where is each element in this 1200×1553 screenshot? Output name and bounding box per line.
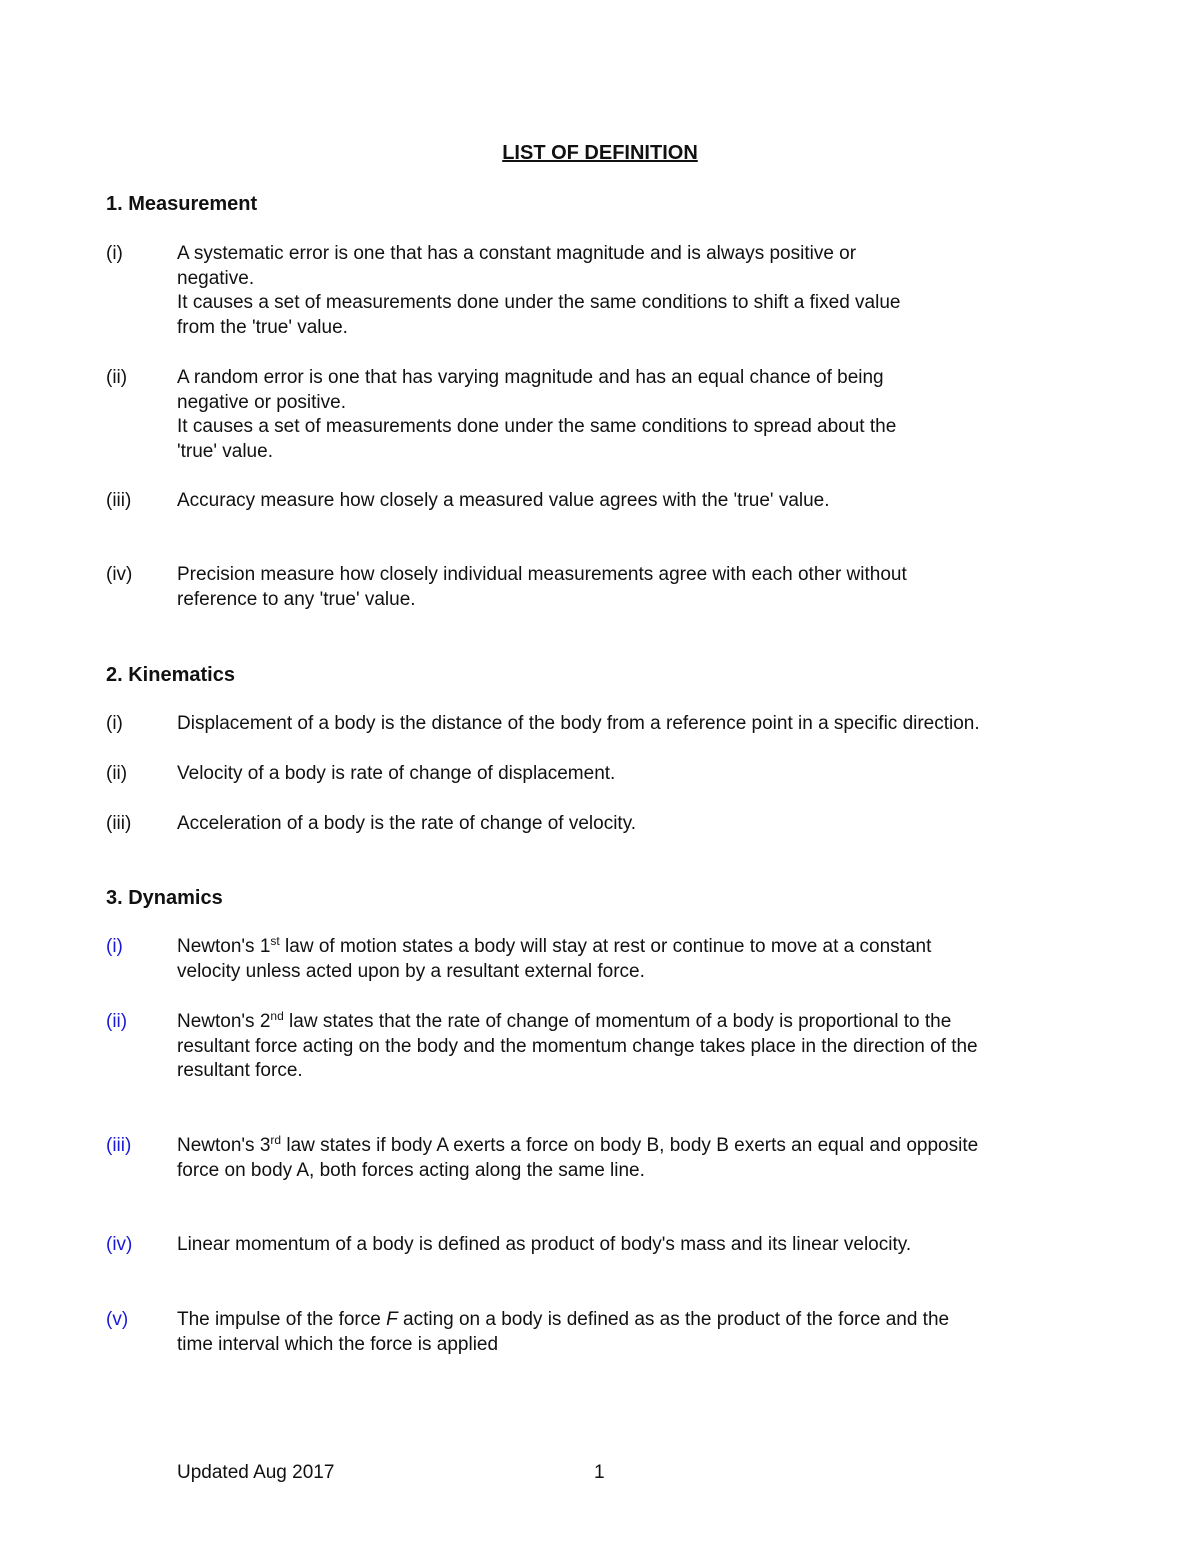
line-text: Newton's 1 xyxy=(177,936,271,957)
force-symbol: F xyxy=(386,1309,398,1330)
definition-line: Accuracy measure how closely a measured value agrees with the 'true' value. xyxy=(177,490,830,511)
line-text: acting on a body is defined as as the product of the force and the xyxy=(397,1309,950,1330)
definition-line: resultant force. xyxy=(177,1060,303,1081)
definition-text xyxy=(177,812,1107,837)
definition-line: Acceleration of a body is the rate of change of velocity. xyxy=(177,813,637,834)
definition-text xyxy=(177,935,1107,984)
definition-line: Velocity of a body is rate of change of displacement. xyxy=(177,763,616,784)
line-text: Newton's 2 xyxy=(177,1011,271,1032)
definition-text xyxy=(177,712,1107,737)
definition-line: velocity unless acted upon by a resultant external force. xyxy=(177,960,645,982)
line-text: law states if body A exerts a force on body B, body B exerts an equal and opposite xyxy=(281,1135,979,1156)
definition-text xyxy=(177,366,1107,464)
definition-text xyxy=(177,1308,1107,1357)
definition-text xyxy=(177,242,1107,340)
definition-line: A random error is one that has varying magnitude and has an equal chance of being xyxy=(177,367,884,388)
item-number: (ii) xyxy=(106,367,128,388)
definition-line: A systematic error is one that has a constant magnitude and is always positive or xyxy=(177,243,857,264)
footer-updated: Updated Aug 2017 xyxy=(177,1462,335,1483)
item-number: (ii) xyxy=(106,763,128,784)
definition-text xyxy=(177,1134,1107,1183)
definition-line xyxy=(177,1010,1107,1035)
definition-text xyxy=(177,1233,1107,1258)
definition-line: time interval which the force is applied xyxy=(177,1333,499,1355)
definition-text xyxy=(177,1010,1107,1084)
page-title: LIST OF DEFINITION xyxy=(502,142,698,164)
section-heading-kinematics: 2. Kinematics xyxy=(106,664,235,686)
definition-text xyxy=(177,762,1107,787)
definition-line: Linear momentum of a body is defined as product of body's mass and its linear velocity. xyxy=(177,1234,912,1255)
section-heading-measurement: 1. Measurement xyxy=(106,193,258,215)
line-text: law of motion states a body will stay at rest or continue to move at a constant xyxy=(279,936,932,957)
item-number: (iv) xyxy=(106,1234,133,1255)
definition-line: Displacement of a body is the distance of the body from a reference point in a specific direction. xyxy=(177,713,980,734)
line-text: Newton's 3 xyxy=(177,1135,271,1156)
ordinal-suffix: st xyxy=(270,934,280,948)
definition-line: Precision measure how closely individual measurements agree with each other without xyxy=(177,564,907,585)
page-number: 1 xyxy=(594,1462,605,1483)
definition-line: It causes a set of measurements done under the same conditions to spread about the xyxy=(177,416,897,437)
definition-line: reference to any 'true' value. xyxy=(177,588,416,610)
item-number: (i) xyxy=(106,243,123,264)
ordinal-suffix: nd xyxy=(270,1009,284,1023)
definition-line: negative or positive. xyxy=(177,391,346,413)
definition-line: force on body A, both forces acting along the same line. xyxy=(177,1159,645,1181)
item-number: (iii) xyxy=(106,490,132,511)
definition-line xyxy=(177,1134,1107,1159)
definition-line xyxy=(177,935,1107,960)
line-text: law states that the rate of change of momentum of a body is proportional to the xyxy=(283,1011,952,1032)
definition-line: from the 'true' value. xyxy=(177,316,348,338)
item-number: (i) xyxy=(106,936,123,957)
definition-line: negative. xyxy=(177,267,255,289)
item-number: (iii) xyxy=(106,813,132,834)
item-number: (v) xyxy=(106,1309,129,1330)
definition-text xyxy=(177,489,1107,514)
section-heading-dynamics: 3. Dynamics xyxy=(106,887,223,909)
definition-line: 'true' value. xyxy=(177,440,273,462)
definition-line: resultant force acting on the body and the momentum change takes place in the direction of the xyxy=(177,1035,978,1057)
definition-text xyxy=(177,563,1107,612)
item-number: (iv) xyxy=(106,564,133,585)
definition-line: It causes a set of measurements done under the same conditions to shift a fixed value xyxy=(177,292,901,313)
ordinal-suffix: rd xyxy=(270,1133,282,1147)
item-number: (ii) xyxy=(106,1011,128,1032)
item-number: (iii) xyxy=(106,1135,132,1156)
line-text: The impulse of the force xyxy=(177,1309,387,1330)
item-number: (i) xyxy=(106,713,123,734)
definition-line xyxy=(177,1308,1107,1333)
